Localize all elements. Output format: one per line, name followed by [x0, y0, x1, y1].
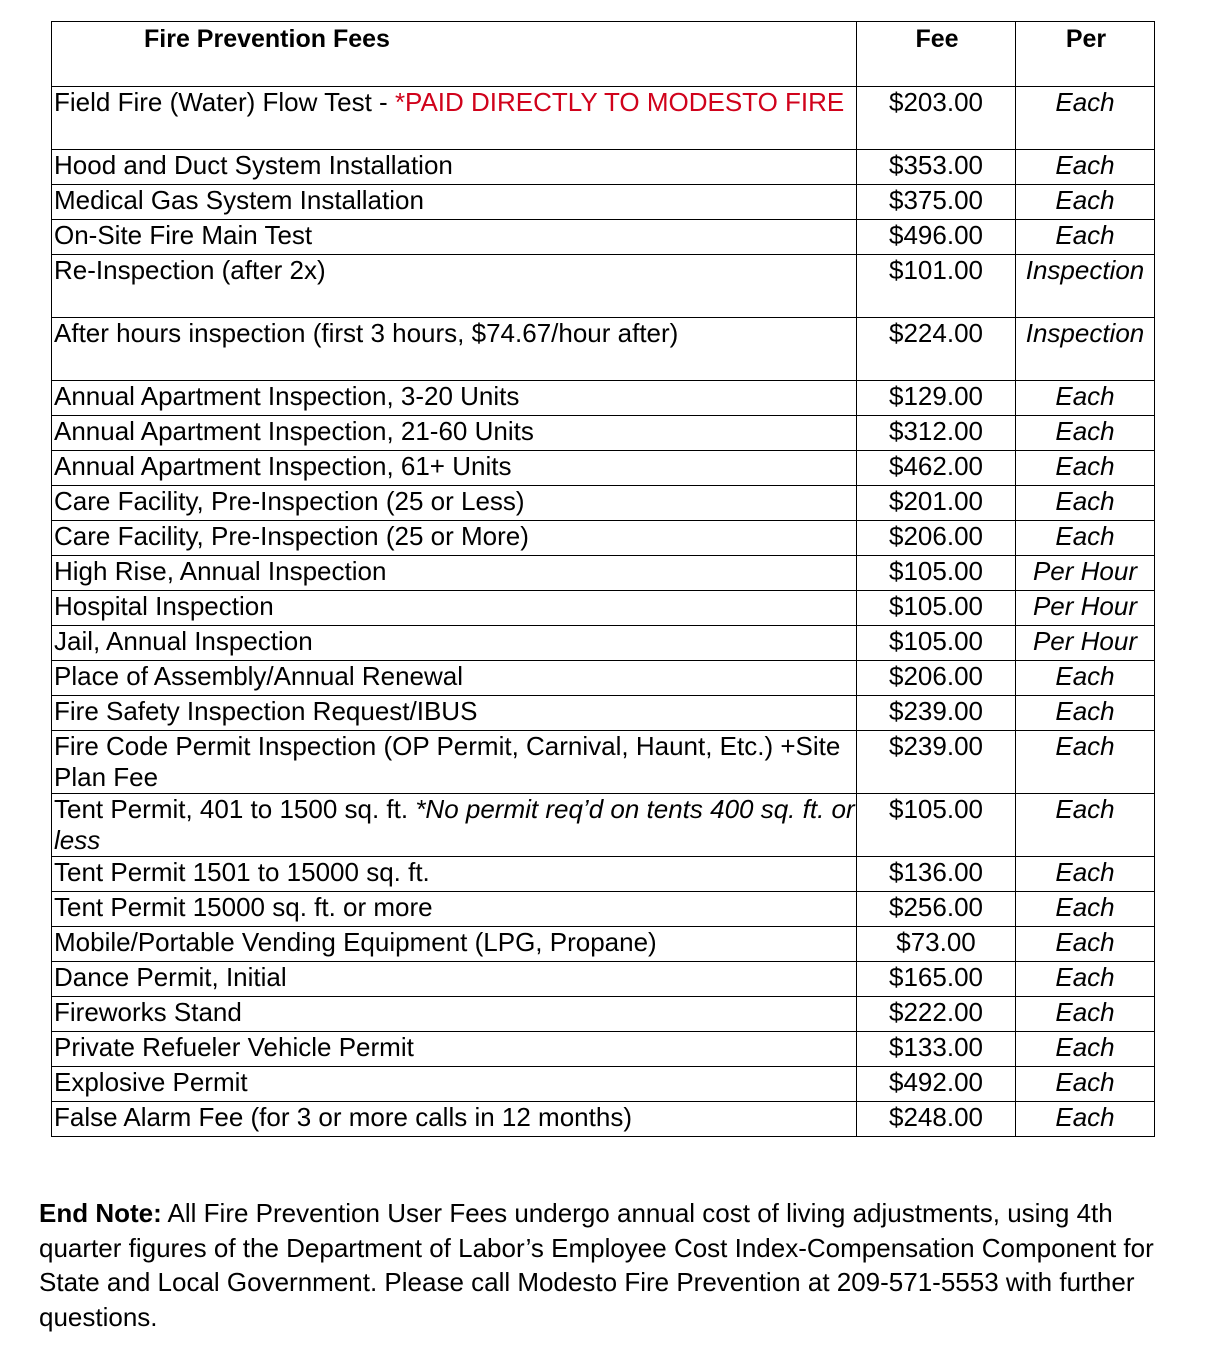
fee-description [52, 927, 857, 962]
fee-amount: $224.00 [857, 318, 1016, 381]
table-row [52, 927, 1155, 962]
fee-amount: $201.00 [857, 486, 1016, 521]
table-row [52, 857, 1155, 892]
table-row [52, 416, 1155, 451]
fee-description-text: Hospital Inspection [54, 591, 274, 621]
fee-description-text: Mobile/Portable Vending Equipment (LPG, Propane) [54, 927, 657, 957]
table-row [52, 696, 1155, 731]
fee-description [52, 1032, 857, 1067]
fire-prevention-fee-table [51, 21, 1155, 1137]
fee-amount: $73.00 [857, 927, 1016, 962]
fee-unit: Each [1016, 521, 1155, 556]
fee-description-note-italic: *No permit req’d on tents 400 sq. ft. or less [54, 794, 855, 855]
header-per: Per [1016, 22, 1155, 87]
fee-description-text: On-Site Fire Main Test [54, 220, 313, 250]
fee-description-text: Field Fire (Water) Flow Test - [54, 87, 395, 117]
fee-description [52, 87, 857, 150]
fee-unit: Each [1016, 962, 1155, 997]
fee-description-text: Care Facility, Pre-Inspection (25 or Less) [54, 486, 525, 516]
fee-unit: Each [1016, 185, 1155, 220]
table-row [52, 892, 1155, 927]
fee-amount: $353.00 [857, 150, 1016, 185]
fee-description [52, 220, 857, 255]
end-note-text: All Fire Prevention User Fees undergo annual cost of living adjustments, using 4th quarter figures of the Department of Labor’s Employee Cost Index-Compensation Component for State and Local Government. Please call Modesto Fire Prevention at 209-571-5553 with further questions. [39, 1198, 1154, 1332]
fee-description [52, 731, 857, 794]
fee-amount: $496.00 [857, 220, 1016, 255]
fee-description-text: Annual Apartment Inspection, 3-20 Units [54, 381, 520, 411]
fee-amount: $133.00 [857, 1032, 1016, 1067]
fee-description [52, 661, 857, 696]
fee-unit: Each [1016, 87, 1155, 150]
fee-description [52, 318, 857, 381]
fee-unit: Each [1016, 696, 1155, 731]
fee-description [52, 857, 857, 892]
fee-description-text: Care Facility, Pre-Inspection (25 or More) [54, 521, 529, 551]
fee-description [52, 696, 857, 731]
fee-description-text: Explosive Permit [54, 1067, 248, 1097]
fee-description-text: Private Refueler Vehicle Permit [54, 1032, 414, 1062]
table-row [52, 1067, 1155, 1102]
fee-amount: $222.00 [857, 997, 1016, 1032]
fee-description [52, 591, 857, 626]
fee-amount: $375.00 [857, 185, 1016, 220]
fee-amount: $312.00 [857, 416, 1016, 451]
fee-unit: Each [1016, 661, 1155, 696]
table-row [52, 150, 1155, 185]
fee-description-text: Annual Apartment Inspection, 61+ Units [54, 451, 512, 481]
fee-description [52, 150, 857, 185]
table-row [52, 731, 1155, 794]
fee-description-text: Tent Permit, 401 to 1500 sq. ft. [54, 794, 416, 824]
fee-description [52, 521, 857, 556]
table-row [52, 997, 1155, 1032]
fee-description-text: Tent Permit 1501 to 15000 sq. ft. [54, 857, 430, 887]
fee-description [52, 794, 857, 857]
fee-description [52, 892, 857, 927]
table-row [52, 591, 1155, 626]
fee-description [52, 1102, 857, 1137]
fee-description-text: After hours inspection (first 3 hours, $74.67/hour after) [54, 318, 679, 348]
fee-unit: Each [1016, 731, 1155, 794]
fee-unit: Each [1016, 1102, 1155, 1137]
end-note-label: End Note: [39, 1198, 162, 1228]
fee-unit: Per Hour [1016, 556, 1155, 591]
header-description: Fire Prevention Fees [52, 22, 857, 87]
fee-amount: $206.00 [857, 661, 1016, 696]
fee-description [52, 626, 857, 661]
fee-unit: Each [1016, 150, 1155, 185]
fee-description [52, 962, 857, 997]
fee-unit: Each [1016, 892, 1155, 927]
fee-unit: Inspection [1016, 255, 1155, 318]
fee-unit: Each [1016, 486, 1155, 521]
table-row [52, 1102, 1155, 1137]
table-row [52, 1032, 1155, 1067]
fee-amount: $136.00 [857, 857, 1016, 892]
fee-description [52, 255, 857, 318]
fee-amount: $105.00 [857, 556, 1016, 591]
fee-unit: Each [1016, 1032, 1155, 1067]
table-row [52, 381, 1155, 416]
fee-description [52, 1067, 857, 1102]
fee-amount: $492.00 [857, 1067, 1016, 1102]
table-row [52, 486, 1155, 521]
fee-description [52, 416, 857, 451]
fee-amount: $256.00 [857, 892, 1016, 927]
fee-amount: $239.00 [857, 696, 1016, 731]
header-fee: Fee [857, 22, 1016, 87]
fee-unit: Each [1016, 857, 1155, 892]
fee-amount: $248.00 [857, 1102, 1016, 1137]
fee-amount: $165.00 [857, 962, 1016, 997]
table-row [52, 185, 1155, 220]
fee-unit: Per Hour [1016, 626, 1155, 661]
fee-amount: $203.00 [857, 87, 1016, 150]
fee-description [52, 997, 857, 1032]
fee-unit: Each [1016, 794, 1155, 857]
fee-amount: $239.00 [857, 731, 1016, 794]
fee-amount: $462.00 [857, 451, 1016, 486]
fee-unit: Each [1016, 997, 1155, 1032]
fee-description [52, 556, 857, 591]
table-row [52, 556, 1155, 591]
table-row [52, 451, 1155, 486]
table-row [52, 220, 1155, 255]
end-note [39, 1196, 1199, 1334]
fee-description-text: False Alarm Fee (for 3 or more calls in 12 months) [54, 1102, 632, 1132]
fee-unit: Each [1016, 451, 1155, 486]
fee-description-text: Jail, Annual Inspection [54, 626, 313, 656]
fee-description-text: Hood and Duct System Installation [54, 150, 453, 180]
fee-description-text: Re-Inspection (after 2x) [54, 255, 326, 285]
table-row [52, 794, 1155, 857]
fee-description-text: Dance Permit, Initial [54, 962, 287, 992]
table-row [52, 255, 1155, 318]
fee-description-text: Place of Assembly/Annual Renewal [54, 661, 464, 691]
fee-unit: Each [1016, 416, 1155, 451]
table-row [52, 87, 1155, 150]
table-header-row [52, 22, 1155, 87]
fee-unit: Each [1016, 220, 1155, 255]
fee-description-text: Fire Code Permit Inspection (OP Permit, Carnival, Haunt, Etc.) +Site Plan Fee [54, 731, 841, 792]
fee-amount: $129.00 [857, 381, 1016, 416]
table-row [52, 661, 1155, 696]
table-row [52, 318, 1155, 381]
table-row [52, 626, 1155, 661]
fee-description-text: Medical Gas System Installation [54, 185, 424, 215]
fee-amount: $206.00 [857, 521, 1016, 556]
fee-unit: Each [1016, 381, 1155, 416]
fee-unit: Inspection [1016, 318, 1155, 381]
fee-description-text: Annual Apartment Inspection, 21-60 Units [54, 416, 534, 446]
fee-unit: Each [1016, 927, 1155, 962]
fee-amount: $101.00 [857, 255, 1016, 318]
fee-description-text: Tent Permit 15000 sq. ft. or more [54, 892, 433, 922]
fee-unit: Per Hour [1016, 591, 1155, 626]
fee-amount: $105.00 [857, 591, 1016, 626]
fee-unit: Each [1016, 1067, 1155, 1102]
fee-description [52, 185, 857, 220]
fee-description-text: Fire Safety Inspection Request/IBUS [54, 696, 478, 726]
fee-amount: $105.00 [857, 794, 1016, 857]
fee-description-text: High Rise, Annual Inspection [54, 556, 387, 586]
fee-description [52, 381, 857, 416]
fee-description-text: Fireworks Stand [54, 997, 242, 1027]
fee-description-note-red: *PAID DIRECTLY TO MODESTO FIRE [394, 87, 845, 117]
table-row [52, 521, 1155, 556]
fee-description [52, 486, 857, 521]
fee-amount: $105.00 [857, 626, 1016, 661]
table-row [52, 962, 1155, 997]
fee-rows [52, 87, 1155, 1137]
fee-description [52, 451, 857, 486]
